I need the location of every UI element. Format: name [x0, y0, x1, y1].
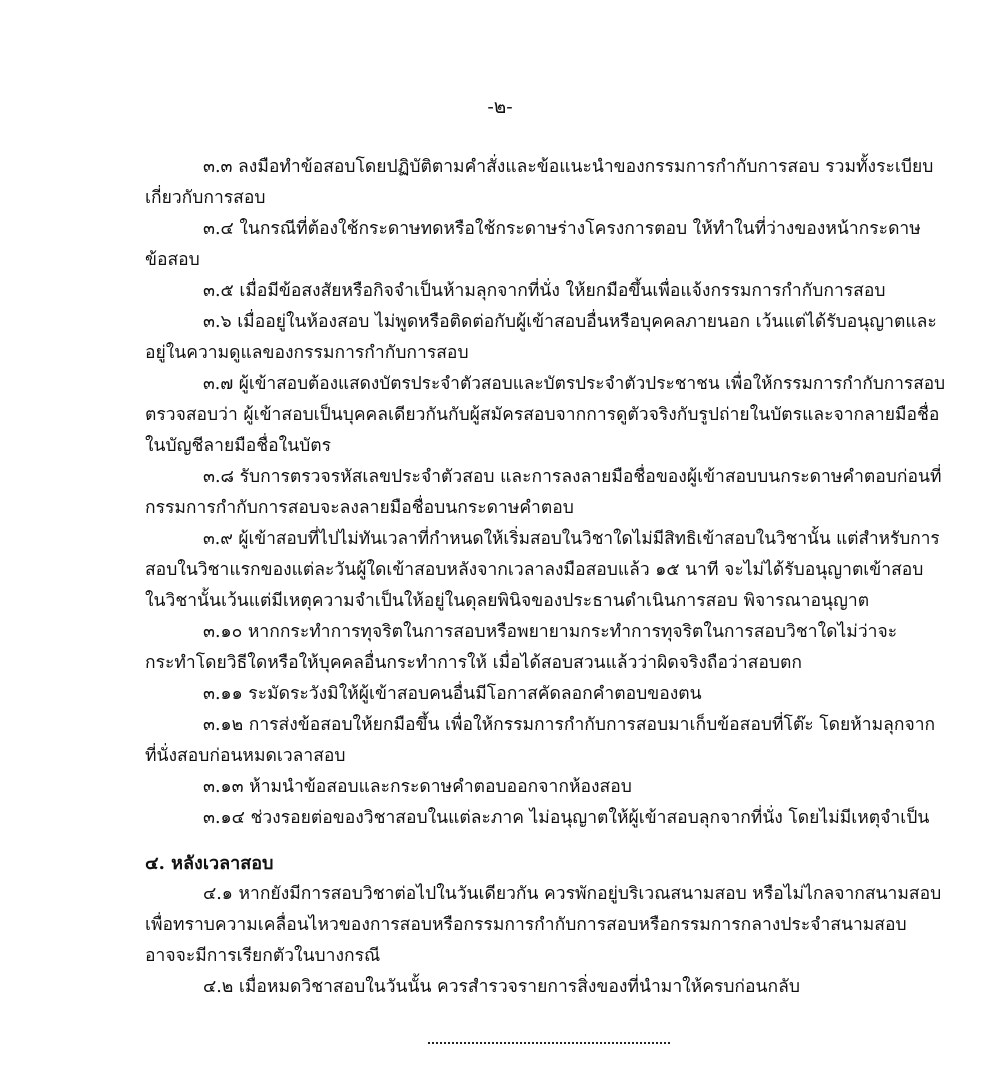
paragraph-line: ๓.๑๒ การส่งข้อสอบให้ยกมือขึ้น เพื่อให้กรรมการกำกับการสอบมาเก็บข้อสอบที่โต๊ะ โดยห้ามลุกจาก: [203, 715, 936, 735]
paragraph-line: เพื่อทราบความเคลื่อนไหวของการสอบหรือกรรมการกำกับการสอบหรือกรรมการกลางประจำสนามสอบ: [145, 915, 907, 935]
paragraph-line: ๓.๓ ลงมือทำข้อสอบโดยปฏิบัติตามคำสั่งและข้อแนะนำของกรรมการกำกับการสอบ รวมทั้งระเบียบ: [203, 157, 934, 177]
paragraph-line: ๓.๑๐ หากกระทำการทุจริตในการสอบหรือพยายามกระทำการทุจริตในการสอบวิชาใดไม่ว่าจะ: [203, 622, 898, 642]
paragraph-line: ๔.๒ เมื่อหมดวิชาสอบในวันนั้น ควรสำรวจรายการสิ่งของที่นำมาให้ครบก่อนกลับ: [203, 977, 800, 997]
rule-3-3: [145, 152, 945, 214]
rule-3-11: [145, 679, 945, 710]
paragraph-line: เกี่ยวกับการสอบ: [145, 188, 266, 208]
rule-3-10: [145, 617, 945, 679]
paragraph-line: สอบในวิชาแรกของแต่ละวันผู้ใดเข้าสอบหลังจากเวลาลงมือสอบแล้ว ๑๕ นาที จะไม่ได้รับอนุญาตเข้าสอบ: [145, 560, 924, 580]
paragraph-line: ๓.๔ ในกรณีที่ต้องใช้กระดาษทดหรือใช้กระดาษร่างโครงการตอบ ให้ทำในที่ว่างของหน้ากระดาษ: [203, 219, 921, 239]
section-heading: ๔. หลังเวลาสอบ: [145, 853, 274, 874]
paragraph-line: ๓.๑๑ ระมัดระวังมิให้ผู้เข้าสอบคนอื่นมีโอกาสคัดลอกคำตอบของตน: [203, 684, 702, 704]
rule-3-6: [145, 307, 945, 369]
paragraph-line: ที่นั่งสอบก่อนหมดเวลาสอบ: [145, 746, 346, 766]
paragraph-line: ๓.๕ เมื่อมีข้อสงสัยหรือกิจจำเป็นห้ามลุกจากที่นั่ง ให้ยกมือขึ้นเพื่อแจ้งกรรมการกำกับการสอบ: [203, 281, 886, 301]
paragraph-line: ๓.๗ ผู้เข้าสอบต้องแสดงบัตรประจำตัวสอบและบัตรประจำตัวประชาชน เพื่อให้กรรมการกำกับการสอบ: [203, 374, 946, 394]
rule-3-7: [145, 369, 945, 462]
rule-3-5: [145, 276, 945, 307]
paragraph-line: อยู่ในความดูแลของกรรมการกำกับการสอบ: [145, 343, 469, 363]
paragraph-line: ในวิชานั้นเว้นแต่มีเหตุความจำเป็นให้อยู่ในดุลยพินิจของประธานดำเนินการสอบ พิจารณาอนุญาต: [145, 591, 870, 611]
paragraph-line: ๓.๑๓ ห้ามนำข้อสอบและกระดาษคำตอบออกจากห้องสอบ: [203, 777, 632, 797]
rule-3-9: [145, 524, 945, 617]
paragraph-line: ๓.๖ เมื่ออยู่ในห้องสอบ ไม่พูดหรือติดต่อกับผู้เข้าสอบอื่นหรือบุคคลภายนอก เว้นแต่ได้รับอนุญาตและ: [203, 312, 937, 332]
rule-3-13: [145, 772, 945, 803]
paragraph-line: ๔.๑ หากยังมีการสอบวิชาต่อไปในวันเดียวกัน ควรพักอยู่บริเวณสนามสอบ หรือไม่ไกลจากสนามสอบ: [203, 884, 942, 904]
paragraph-line: ๓.๑๔ ช่วงรอยต่อของวิชาสอบในแต่ละภาค ไม่อนุญาตให้ผู้เข้าสอบลุกจากที่นั่ง โดยไม่มีเหตุจำเป็น: [203, 808, 930, 828]
rule-3-8: [145, 462, 945, 524]
paragraph-line: ๓.๘ รับการตรวจรหัสเลขประจำตัวสอบ และการลงลายมือชื่อของผู้เข้าสอบบนกระดาษคำตอบก่อนที่: [203, 467, 942, 487]
page-number: -๒-: [487, 96, 513, 118]
rule-4-1: [145, 879, 945, 972]
dotted-end-line: [428, 1032, 670, 1044]
paragraph-line: อาจจะมีการเรียกตัวในบางกรณี: [145, 946, 381, 966]
paragraph-line: ตรวจสอบว่า ผู้เข้าสอบเป็นบุคคลเดียวกันกับผู้สมัครสอบจากการดูตัวจริงกับรูปถ่ายในบัตรและจากลายมือชื่อ: [145, 405, 940, 425]
paragraph-line: กระทำโดยวิธีใดหรือให้บุคคลอื่นกระทำการให้ เมื่อได้สอบสวนแล้วว่าผิดจริงถือว่าสอบตก: [145, 653, 802, 673]
paragraph-line: ข้อสอบ: [145, 250, 200, 270]
document-body: [145, 152, 945, 1003]
rule-3-14: [145, 803, 945, 834]
rule-4-2: [145, 972, 945, 1003]
paragraph-line: ๓.๙ ผู้เข้าสอบที่ไปไม่ทันเวลาที่กำหนดให้เริ่มสอบในวิชาใดไม่มีสิทธิเข้าสอบในวิชานั้น แต่สำหรับการ: [203, 529, 940, 549]
paragraph-line: กรรมการกำกับการสอบจะลงลายมือชื่อบนกระดาษคำตอบ: [145, 498, 574, 518]
rule-3-12: [145, 710, 945, 772]
rule-3-4: [145, 214, 945, 276]
paragraph-line: ในบัญชีลายมือชื่อในบัตร: [145, 436, 332, 456]
